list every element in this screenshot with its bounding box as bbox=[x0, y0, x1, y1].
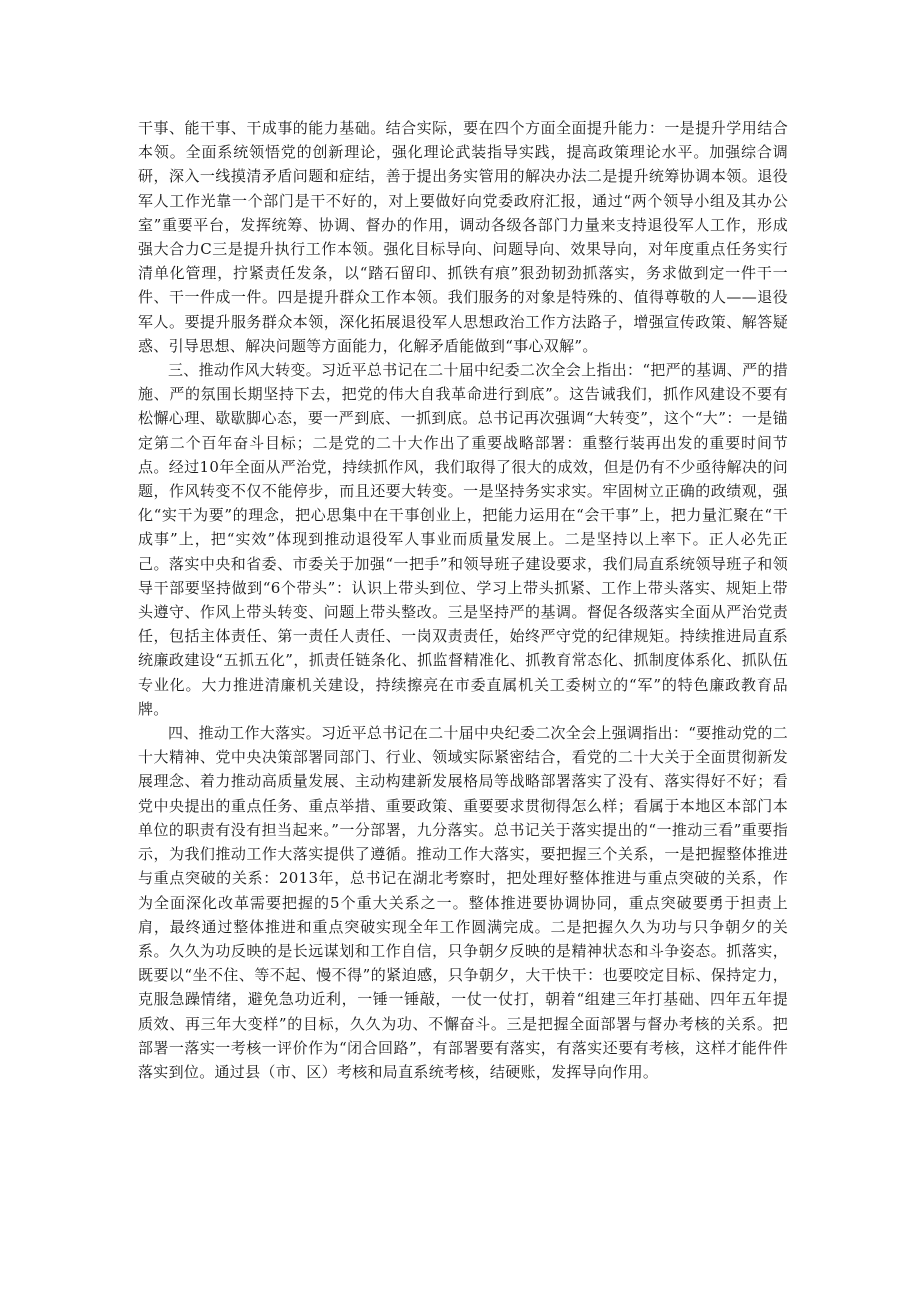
document-body bbox=[138, 116, 788, 1084]
paragraph-continuation: 干事、能干事、干成事的能力基础。结合实际，要在四个方面全面提升能力：一是提升学用结合本领。全面系统领悟党的创新理论，强化理论武装指导实践，提高政策理论水平。加强综合调研，深入一线摸清矛盾问题和症结，善于提出务实管用的解决办法二是提升统筹协调本领。退役军人工作光靠一个部门是干不好的，对上要做好向党委政府汇报，通过“两个领导小组及其办公室”重要平台，发挥统筹、协调、督办的作用，调动各级各部门力量来支持退役军人工作，形成强大合力C三是提升执行工作本领。强化目标导向、问题导向、效果导向，对年度重点任务实行清单化管理，拧紧责任发条，以“踏石留印、抓铁有痕”狠劲韧劲抓落实，务求做到定一件干一件、干一件成一件。四是提升群众工作本领。我们服务的对象是特殊的、值得尊敬的人——退役军人。要提升服务群众本领，深化拓展退役军人思想政治工作方法路子，增强宣传政策、解答疑惑、引导思想、解决问题等方面能力，化解矛盾能做到“事心双解”。 bbox=[138, 119, 788, 355]
paragraph-section-three: 三、推动作风大转变。习近平总书记在二十届中纪委二次全会上指出：“把严的基调、严的措施、严的氛围长期坚持下去，把党的伟大自我革命进行到底”。这告诫我们，抓作风建设不要有松懈心理、歇歇脚心态，要一严到底、一抓到底。总书记再次强调“大转变”，这个“大”：一是锚定第二个百年奋斗目标；二是党的二十大作出了重要战略部署：重整行装再出发的重要时间节点。经过10年全面从严治党，持续抓作风，我们取得了很大的成效，但是仍有不少亟待解决的问题，作风转变不仅不能停步，而且还要大转变。一是坚持务实求实。牢固树立正确的政绩观，强化“实干为要”的理念，把心思集中在干事创业上，把能力运用在“会干事”上，把力量汇聚在“干成事”上，把“实效”体现到推动退役军人事业而质量发展上。二是坚持以上率下。正人必先正己。落实中央和省委、市委关于加强“一把手”和领导班子建设要求，我们局直系统领导班子和领导干部要坚持做到“6个带头”：认识上带头到位、学习上带头抓紧、工作上带头落实、规矩上带头遵守、作风上带头转变、问题上带头整改。三是坚持严的基调。督促各级落实全面从严治党责任，包括主体责任、第一责任人责任、一岗双责责任，始终严守党的纪律规矩。持续推进局直系统廉政建设“五抓五化”，抓责任链条化、抓监督精准化、抓教育常态化、抓制度体系化、抓队伍专业化。大力推进清廉机关建设，持续擦亮在市委直属机关工委树立的“军”的特色廉政教育品牌。 bbox=[138, 361, 788, 718]
paragraph-section-four: 四、推动工作大落实。习近平总书记在二十届中央纪委二次全会上强调指出：“要推动党的二十大精神、党中央决策部署同部门、行业、领域实际紧密结合，看党的二十大关于全面贯彻新发展理念、着力推动高质量发展、主动构建新发展格局等战略部署落实了没有、落实得好不好；看党中央提出的重点任务、重点举措、重要政策、重要要求贯彻得怎么样；看属于本地区本部门本单位的职责有没有担当起来。”一分部署，九分落实。总书记关于落实提出的“一推动三看”重要指示，为我们推动工作大落实提供了遵循。推动工作大落实，要把握三个关系，一是把握整体推进与重点突破的关系：2013年，总书记在湖北考察时，把处理好整体推进与重点突破的关系，作为全面深化改革需要把握的5个重大关系之一。整体推进要协调协同，重点突破要勇于担责上肩，最终通过整体推进和重点突破实现全年工作圆满完成。二是把握久久为功与只争朝夕的关系。久久为功反映的是长远谋划和工作自信，只争朝夕反映的是精神状态和斗争姿态。抓落实，既要以“坐不住、等不起、慢不得”的紧迫感，只争朝夕，大干快干：也要咬定目标、保持定力，克服急躁情绪，避免急功近利，一锤一锤敲，一仗一仗打，朝着“组建三年打基础、四年五年提质效、再三年大变样”的目标，久久为功、不懈奋斗。三是把握全面部署与督办考核的关系。把部署一落实一考核一评价作为“闭合回路”，有部署要有落实，有落实还要有考核，这样才能件件落实到位。通过县（市、区）考核和局直系统考核，结硬账，发挥导向作用。 bbox=[138, 724, 788, 1081]
